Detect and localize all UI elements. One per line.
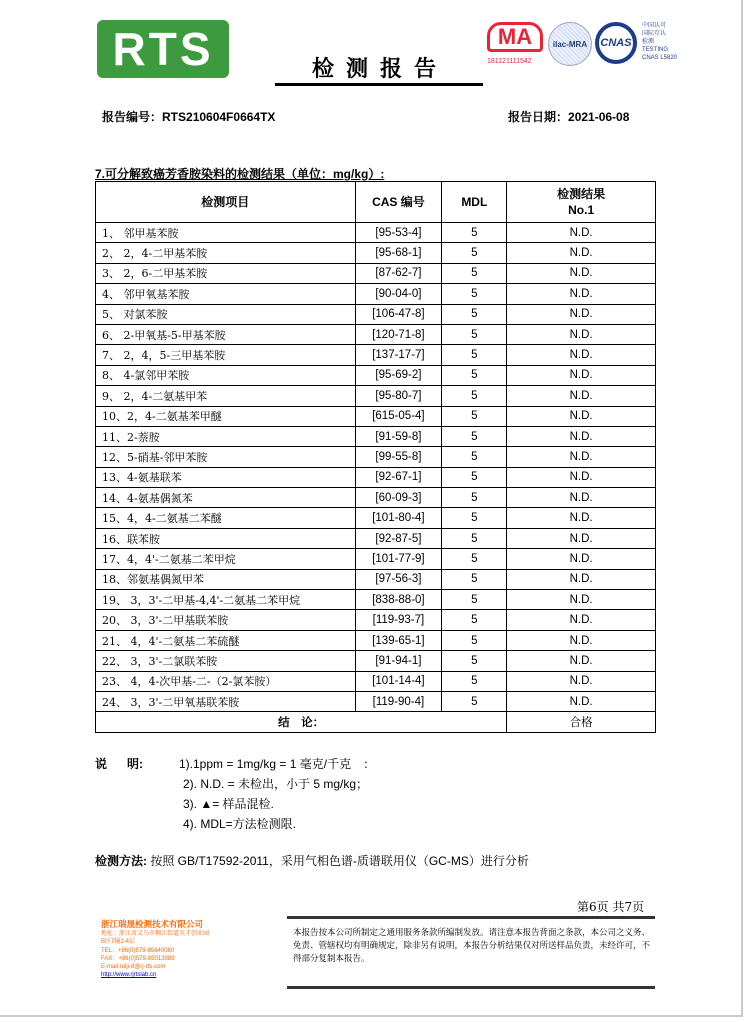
item-name: 5、 对氯苯胺 bbox=[96, 304, 356, 324]
header-item: 检测项目 bbox=[96, 182, 356, 223]
result-value: N.D. bbox=[507, 386, 656, 406]
item-name: 7、 2，4，5-三甲基苯胺 bbox=[96, 345, 356, 365]
mdl-value: 5 bbox=[442, 243, 507, 263]
cas-number: [137-17-7] bbox=[355, 345, 442, 365]
cas-number: [95-69-2] bbox=[355, 365, 442, 385]
header-sample-no: No.1 bbox=[568, 203, 595, 217]
result-value: N.D. bbox=[507, 488, 656, 508]
table-row bbox=[96, 304, 656, 324]
item-name: 21、 4，4'-二氨基二苯硫醚 bbox=[96, 630, 356, 650]
result-value: N.D. bbox=[507, 508, 656, 528]
item-name: 17、4，4'-二氨基二苯甲烷 bbox=[96, 549, 356, 569]
item-name: 11、2-萘胺 bbox=[96, 426, 356, 446]
company-line: B区7幢2-4层 bbox=[101, 939, 136, 946]
mdl-value: 5 bbox=[442, 549, 507, 569]
method-label: 检测方法: bbox=[95, 854, 147, 868]
mdl-value: 5 bbox=[442, 488, 507, 508]
result-value: N.D. bbox=[507, 467, 656, 487]
item-name: 24、 3，3'-二甲氧基联苯胺 bbox=[96, 691, 356, 711]
note-line: 4). MDL=方法检测限. bbox=[183, 817, 297, 831]
table-row bbox=[96, 467, 656, 487]
result-value: N.D. bbox=[507, 447, 656, 467]
mdl-value: 5 bbox=[442, 671, 507, 691]
note-line: 3). ▲= 样品混检. bbox=[183, 797, 274, 811]
conclusion-value: 合格 bbox=[507, 712, 656, 732]
result-value: N.D. bbox=[507, 691, 656, 711]
company-website-link[interactable]: http://www.rjrtslab.cn bbox=[101, 972, 157, 979]
result-value: N.D. bbox=[507, 569, 656, 589]
item-name: 18、邻氨基偶氮甲苯 bbox=[96, 569, 356, 589]
cas-number: [101-77-9] bbox=[355, 549, 442, 569]
report-number-value: RTS210604F0664TX bbox=[162, 110, 276, 124]
rts-logo: RTS bbox=[97, 20, 229, 78]
table-row bbox=[96, 223, 656, 243]
table-row bbox=[96, 243, 656, 263]
table-row bbox=[96, 651, 656, 671]
cas-number: [101-14-4] bbox=[355, 671, 442, 691]
header-cas: CAS 编号 bbox=[355, 182, 442, 223]
table-row bbox=[96, 324, 656, 344]
cnas-line: 中国认可 bbox=[642, 23, 667, 29]
result-value: N.D. bbox=[507, 284, 656, 304]
ilac-mra-logo: ilac-MRA bbox=[548, 22, 592, 66]
cas-number: [106-47-8] bbox=[355, 304, 442, 324]
result-value: N.D. bbox=[507, 365, 656, 385]
mdl-value: 5 bbox=[442, 284, 507, 304]
table-row bbox=[96, 691, 656, 711]
section-title: 7.可分解致癌芳香胺染料的检测结果（单位：mg/kg）: bbox=[95, 167, 385, 181]
conclusion-label: 结 论： bbox=[96, 712, 507, 732]
note-line: 2). N.D. = 未检出，小于 5 mg/kg； bbox=[183, 777, 369, 791]
item-name: 19、 3，3'-二甲基-4,4'-二氨基二苯甲烷 bbox=[96, 590, 356, 610]
mdl-value: 5 bbox=[442, 569, 507, 589]
cas-number: [95-68-1] bbox=[355, 243, 442, 263]
page-edge-bottom bbox=[0, 1015, 743, 1017]
table-row bbox=[96, 610, 656, 630]
title-underline bbox=[275, 83, 483, 86]
mdl-value: 5 bbox=[442, 508, 507, 528]
item-name: 3、 2，6-二甲基苯胺 bbox=[96, 263, 356, 283]
item-name: 2、 2，4-二甲基苯胺 bbox=[96, 243, 356, 263]
cnas-line: 国际互认 bbox=[642, 31, 667, 37]
cas-number: [120-71-8] bbox=[355, 324, 442, 344]
report-date-label: 报告日期： bbox=[508, 110, 569, 124]
cas-number: [99-55-8] bbox=[355, 447, 442, 467]
table-row bbox=[96, 488, 656, 508]
item-name: 9、 2，4-二氨基甲苯 bbox=[96, 386, 356, 406]
table-row bbox=[96, 569, 656, 589]
mdl-value: 5 bbox=[442, 467, 507, 487]
result-value: N.D. bbox=[507, 426, 656, 446]
table-row bbox=[96, 447, 656, 467]
table-row bbox=[96, 406, 656, 426]
disclaimer: 本报告按本公司所制定之通用服务条款所编制发放。请注意本报告背面之条款，本公司之义务、免责、管辖权均有明确规定，除非另有说明，本报告分析结果仅对所送样品负责，未经许可，不得部分复制本报告。 bbox=[293, 928, 651, 964]
cnas-line: 检测 bbox=[642, 39, 655, 45]
item-name: 13、4-氨基联苯 bbox=[96, 467, 356, 487]
divider bbox=[287, 986, 655, 989]
table-row bbox=[96, 630, 656, 650]
cas-number: [60-09-3] bbox=[355, 488, 442, 508]
mdl-value: 5 bbox=[442, 386, 507, 406]
conclusion-row bbox=[96, 712, 656, 732]
report-title: 检测报告 bbox=[311, 56, 448, 81]
company-info bbox=[101, 918, 209, 980]
company-line: FAX：+86(0)579-85013989 bbox=[101, 955, 175, 962]
table-row bbox=[96, 508, 656, 528]
result-value: N.D. bbox=[507, 630, 656, 650]
cas-number: [119-93-7] bbox=[355, 610, 442, 630]
cas-number: [119-90-4] bbox=[355, 691, 442, 711]
result-value: N.D. bbox=[507, 223, 656, 243]
cas-number: [615-05-4] bbox=[355, 406, 442, 426]
table-row bbox=[96, 426, 656, 446]
result-value: N.D. bbox=[507, 528, 656, 548]
result-value: N.D. bbox=[507, 324, 656, 344]
cas-number: [91-94-1] bbox=[355, 651, 442, 671]
item-name: 4、 邻甲氧基苯胺 bbox=[96, 284, 356, 304]
header-mdl: MDL bbox=[442, 182, 507, 223]
item-name: 20、 3，3'-二甲基联苯胺 bbox=[96, 610, 356, 630]
cas-number: [91-59-8] bbox=[355, 426, 442, 446]
table-row bbox=[96, 345, 656, 365]
item-name: 6、 2-甲氧基-5-甲基苯胺 bbox=[96, 324, 356, 344]
header-result-label: 检测结果 bbox=[557, 187, 606, 201]
table-row bbox=[96, 365, 656, 385]
mdl-value: 5 bbox=[442, 304, 507, 324]
cma-number: 181121111542 bbox=[487, 58, 532, 65]
cas-number: [95-80-7] bbox=[355, 386, 442, 406]
cas-number: [87-62-7] bbox=[355, 263, 442, 283]
note-line: 1).1ppm = 1mg/kg = 1 毫克/千克 ： bbox=[179, 757, 376, 771]
cas-number: [139-65-1] bbox=[355, 630, 442, 650]
result-value: N.D. bbox=[507, 243, 656, 263]
header-result bbox=[507, 182, 656, 223]
table-row bbox=[96, 386, 656, 406]
result-value: N.D. bbox=[507, 590, 656, 610]
mdl-value: 5 bbox=[442, 651, 507, 671]
mdl-value: 5 bbox=[442, 447, 507, 467]
item-name: 10、2，4-二氨基苯甲醚 bbox=[96, 406, 356, 426]
result-value: N.D. bbox=[507, 671, 656, 691]
test-method bbox=[95, 852, 529, 869]
mdl-value: 5 bbox=[442, 406, 507, 426]
result-value: N.D. bbox=[507, 651, 656, 671]
item-name: 8、 4-氯邻甲苯胺 bbox=[96, 365, 356, 385]
item-name: 22、 3，3'-二氯联苯胺 bbox=[96, 651, 356, 671]
cnas-line: CNAS L5820 bbox=[642, 55, 678, 61]
table-header-row bbox=[96, 182, 656, 223]
mdl-value: 5 bbox=[442, 528, 507, 548]
results-table bbox=[95, 181, 656, 733]
item-name: 23、 4，4-次甲基-二-（2-氯苯胺） bbox=[96, 671, 356, 691]
cas-number: [97-56-3] bbox=[355, 569, 442, 589]
mdl-value: 5 bbox=[442, 426, 507, 446]
company-line: 地址：浙江省义乌市稠江街道英才创业园 bbox=[101, 931, 210, 937]
cnas-text bbox=[642, 22, 692, 62]
cas-number: [838-88-0] bbox=[355, 590, 442, 610]
mdl-value: 5 bbox=[442, 365, 507, 385]
mdl-value: 5 bbox=[442, 691, 507, 711]
cas-number: [101-80-4] bbox=[355, 508, 442, 528]
table-row bbox=[96, 549, 656, 569]
cnas-logo: CNAS bbox=[595, 22, 637, 64]
cas-number: [92-67-1] bbox=[355, 467, 442, 487]
notes-label: 说 明: bbox=[95, 757, 144, 771]
divider bbox=[287, 916, 655, 919]
company-name: 浙江瑞晟检测技术有限公司 bbox=[101, 919, 204, 929]
item-name: 1、 邻甲基苯胺 bbox=[96, 223, 356, 243]
method-text: 按照 GB/T17592-2011，采用气相色谱-质谱联用仪（GC-MS）进行分析 bbox=[147, 854, 529, 868]
table-row bbox=[96, 284, 656, 304]
report-date-value: 2021-06-08 bbox=[568, 110, 630, 124]
table-row bbox=[96, 671, 656, 691]
result-value: N.D. bbox=[507, 406, 656, 426]
report-number bbox=[102, 108, 275, 125]
page-number: 第6页 共7页 bbox=[577, 900, 645, 914]
mdl-value: 5 bbox=[442, 263, 507, 283]
cas-number: [90-04-0] bbox=[355, 284, 442, 304]
report-number-label: 报告编号： bbox=[102, 110, 163, 124]
item-name: 15、4，4-二氨基二苯醚 bbox=[96, 508, 356, 528]
result-value: N.D. bbox=[507, 263, 656, 283]
mdl-value: 5 bbox=[442, 610, 507, 630]
report-date bbox=[508, 108, 629, 125]
cas-number: [95-53-4] bbox=[355, 223, 442, 243]
cnas-line: TESTING bbox=[642, 47, 669, 53]
mdl-value: 5 bbox=[442, 324, 507, 344]
table-row bbox=[96, 528, 656, 548]
result-value: N.D. bbox=[507, 304, 656, 324]
page-edge-right bbox=[741, 0, 743, 1016]
item-name: 14、4-氨基偶氮苯 bbox=[96, 488, 356, 508]
mdl-value: 5 bbox=[442, 345, 507, 365]
mdl-value: 5 bbox=[442, 223, 507, 243]
mdl-value: 5 bbox=[442, 590, 507, 610]
table-row bbox=[96, 263, 656, 283]
company-line: TEL：+86(0)579-85640080 bbox=[101, 947, 175, 954]
mdl-value: 5 bbox=[442, 630, 507, 650]
result-value: N.D. bbox=[507, 610, 656, 630]
result-value: N.D. bbox=[507, 345, 656, 365]
table-row bbox=[96, 590, 656, 610]
item-name: 12、5-硝基-邻甲苯胺 bbox=[96, 447, 356, 467]
item-name: 16、联苯胺 bbox=[96, 528, 356, 548]
result-value: N.D. bbox=[507, 549, 656, 569]
company-line: E-mail:ruiji-8@rj-rts.com bbox=[101, 964, 166, 971]
cas-number: [92-87-5] bbox=[355, 528, 442, 548]
cma-logo: MA bbox=[487, 22, 543, 52]
